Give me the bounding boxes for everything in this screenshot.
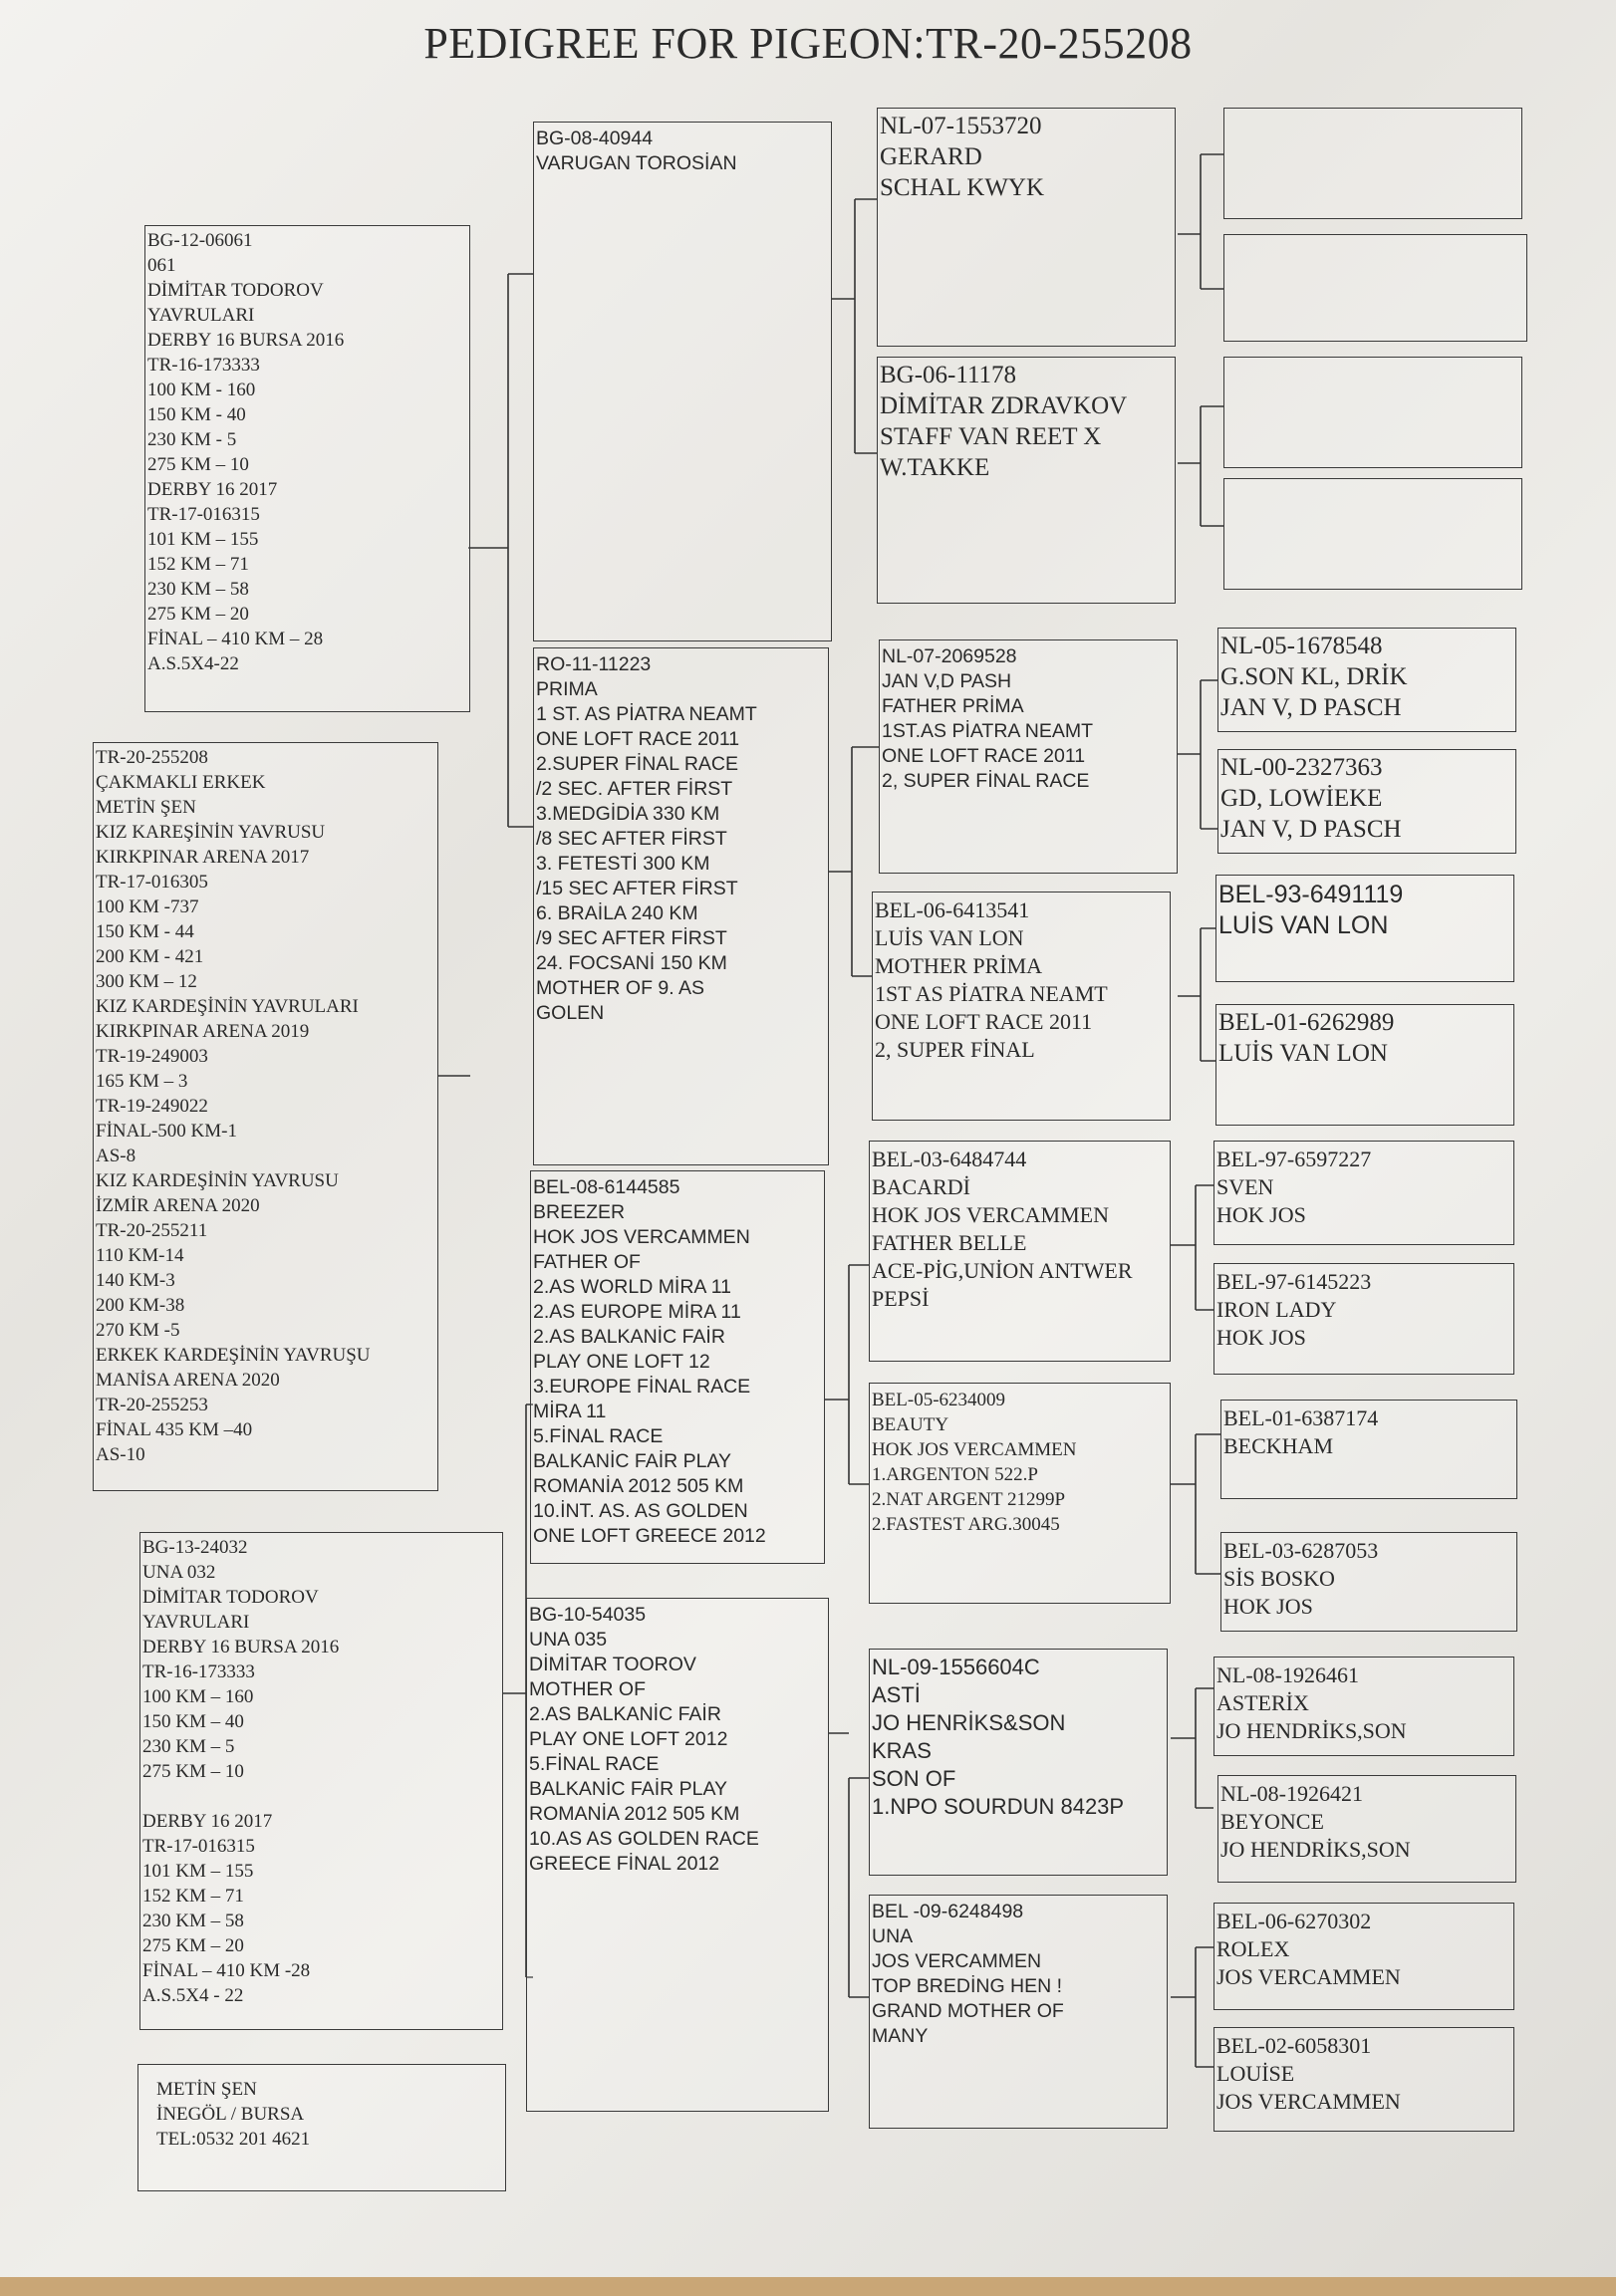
dds-sire-box <box>1213 1657 1514 1756</box>
dam-box <box>139 1532 503 2030</box>
dam-line: 275 KM – 20 <box>142 1935 244 1956</box>
sd-sire-line: NL-07-2069528 <box>882 645 1017 667</box>
ds-dam-line: 2.NAT ARGENT 21299P <box>872 1489 1066 1510</box>
dam-line: DERBY 16 2017 <box>142 1811 273 1832</box>
dss-sire-line: SVEN <box>1216 1174 1274 1199</box>
dam-dam-line: 2.AS BALKANİC FAİR <box>529 1703 721 1725</box>
ddd-sire-line: ROLEX <box>1216 1936 1290 1961</box>
ds-sire-line: ACE-PİG,UNİON ANTWER <box>872 1258 1133 1283</box>
sd-dam-box <box>872 892 1171 1121</box>
subject-line: KIRKPINAR ARENA 2019 <box>96 1021 310 1042</box>
sdd-sire-line: LUİS VAN LON <box>1218 911 1389 939</box>
sd-sire-line: 2, SUPER FİNAL RACE <box>882 770 1090 792</box>
dam-line: 275 KM – 10 <box>142 1761 244 1782</box>
sd-sire-line: FATHER PRİMA <box>882 695 1024 717</box>
subject-line: TR-20-255211 <box>96 1220 208 1241</box>
ddd-dam-line: JOS VERCAMMEN <box>1216 2089 1401 2114</box>
ds-dam-box <box>869 1383 1171 1604</box>
sire-line: TR-17-016315 <box>147 504 260 525</box>
breeder-line: İNEGÖL / BURSA <box>156 2104 305 2125</box>
dd-dam-line: JOS VERCAMMEN <box>872 1950 1042 1972</box>
sire-dam-line: /15 SEC AFTER FİRST <box>536 878 738 899</box>
dsd-sire-line: BEL-01-6387174 <box>1223 1405 1379 1430</box>
dam-dam-line: MOTHER OF <box>529 1678 646 1700</box>
ddd-dam-line: BEL-02-6058301 <box>1216 2033 1372 2058</box>
ddd-sire-line: BEL-06-6270302 <box>1216 1909 1372 1933</box>
subject-line: TR-20-255208 <box>96 747 208 768</box>
subject-line: 270 KM -5 <box>96 1320 180 1341</box>
subject-line: 100 KM -737 <box>96 896 199 917</box>
dd-sire-line: ASTİ <box>872 1682 921 1707</box>
dss-sire-box <box>1213 1141 1514 1245</box>
ss-dam-line: STAFF VAN REET X <box>880 423 1102 450</box>
sire-line: DERBY 16 2017 <box>147 479 278 500</box>
dss-dam-line: HOK JOS <box>1216 1325 1306 1350</box>
dds-sire-line: JO HENDRİKS,SON <box>1216 1718 1407 1743</box>
subject-line: AS-10 <box>96 1444 145 1465</box>
dam-dam-line: 10.AS AS GOLDEN RACE <box>529 1828 759 1850</box>
sire-line: 101 KM – 155 <box>147 529 259 550</box>
subject-line: İZMİR ARENA 2020 <box>96 1195 260 1216</box>
sd-sire-line: JAN V,D PASH <box>882 670 1012 692</box>
dam-sire-line: 3.EUROPE FİNAL RACE <box>533 1376 751 1398</box>
subject-line: MANİSA ARENA 2020 <box>96 1370 280 1391</box>
dam-sire-line: 2.AS BALKANİC FAİR <box>533 1326 725 1348</box>
ds-dam-line: BEAUTY <box>872 1414 949 1435</box>
dd-sire-line: JO HENRİKS&SON <box>872 1710 1066 1735</box>
sd-dam-line: 2, SUPER FİNAL <box>875 1037 1035 1062</box>
dam-line: 152 KM – 71 <box>142 1886 244 1907</box>
subject-line: 200 KM-38 <box>96 1295 185 1316</box>
sd-sire-line: 1ST.AS PİATRA NEAMT <box>882 720 1094 742</box>
sd-dam-line: BEL-06-6413541 <box>875 897 1030 922</box>
dsd-sire-line: BECKHAM <box>1223 1433 1334 1458</box>
sire-line: DİMİTAR TODOROV <box>147 280 324 301</box>
dam-line: YAVRULARI <box>142 1612 250 1633</box>
dd-sire-line: SON OF <box>872 1766 956 1791</box>
dds-dam-line: BEYONCE <box>1220 1809 1324 1834</box>
sire-line: 150 KM - 40 <box>147 404 246 425</box>
subject-line: 200 KM - 421 <box>96 946 204 967</box>
sss-sire-empty-box <box>1223 108 1522 219</box>
dam-line: TR-17-016315 <box>142 1836 255 1857</box>
sire-dam-line: 2.SUPER FİNAL RACE <box>536 753 738 775</box>
sire-dam-line: 3. FETESTİ 300 KM <box>536 853 710 875</box>
dsd-dam-line: HOK JOS <box>1223 1594 1313 1619</box>
dam-line: A.S.5X4 - 22 <box>142 1985 244 2006</box>
sire-dam-line: MOTHER OF 9. AS <box>536 977 705 999</box>
dd-dam-line: MANY <box>872 2025 929 2047</box>
sire-dam-line: 3.MEDGİDİA 330 KM <box>536 803 720 825</box>
dd-dam-line: TOP BREDİNG HEN ! <box>872 1975 1063 1997</box>
sds-dam-line: NL-00-2327363 <box>1220 754 1383 781</box>
dam-dam-line: BALKANİC FAİR PLAY <box>529 1778 728 1800</box>
dds-sire-line: ASTERİX <box>1216 1690 1309 1715</box>
subject-pigeon-box <box>93 742 438 1491</box>
ss-sire-line: GERARD <box>880 143 982 170</box>
subject-line: TR-20-255253 <box>96 1395 208 1415</box>
sds-dam-box <box>1217 749 1516 854</box>
sd-dam-line: MOTHER PRİMA <box>875 953 1043 978</box>
dam-line: 101 KM – 155 <box>142 1861 254 1882</box>
ds-sire-line: PEPSİ <box>872 1286 930 1311</box>
dss-dam-line: BEL-97-6145223 <box>1216 1269 1372 1294</box>
sire-line: A.S.5X4-22 <box>147 653 239 674</box>
dam-sire-line: 2.AS EUROPE MİRA 11 <box>533 1301 741 1323</box>
ds-sire-line: BEL-03-6484744 <box>872 1147 1027 1171</box>
subject-line: 300 KM – 12 <box>96 971 197 992</box>
sss-dam-empty-box <box>1223 234 1527 342</box>
ss-dam-line: DİMİTAR ZDRAVKOV <box>880 392 1128 419</box>
subject-line: KIZ KARDEŞİNİN YAVRUSU <box>96 1170 339 1191</box>
subject-line: TR-19-249003 <box>96 1046 208 1067</box>
dam-line: TR-16-173333 <box>142 1661 255 1682</box>
dam-sire-box <box>530 1170 825 1564</box>
ss-dam-line: W.TAKKE <box>880 454 990 481</box>
subject-line: TR-17-016305 <box>96 872 208 893</box>
sire-line: TR-16-173333 <box>147 355 260 376</box>
ds-sire-line: HOK JOS VERCAMMEN <box>872 1202 1109 1227</box>
dd-dam-box <box>869 1895 1168 2129</box>
dss-dam-line: IRON LADY <box>1216 1297 1337 1322</box>
ss-sire-box <box>877 108 1176 347</box>
dam-sire-line: PLAY ONE LOFT 12 <box>533 1351 710 1373</box>
ds-dam-line: BEL-05-6234009 <box>872 1390 1006 1410</box>
ddd-sire-box <box>1213 1903 1514 2010</box>
dam-sire-line: FATHER OF <box>533 1251 641 1273</box>
sire-line: 275 KM – 10 <box>147 454 249 475</box>
sire-dam-line: /9 SEC AFTER FİRST <box>536 927 727 949</box>
subject-line: FİNAL-500 KM-1 <box>96 1121 237 1142</box>
dam-line: 230 KM – 5 <box>142 1736 235 1757</box>
sds-sire-line: NL-05-1678548 <box>1220 633 1383 659</box>
breeder-contact-box <box>137 2064 506 2191</box>
sire-line: BG-12-06061 <box>147 230 253 251</box>
sire-sire-box <box>533 122 832 641</box>
dd-dam-line: BEL -09-6248498 <box>872 1901 1024 1922</box>
dam-dam-box <box>526 1598 829 2112</box>
dam-dam-line: 5.FİNAL RACE <box>529 1753 660 1775</box>
dds-dam-box <box>1217 1775 1516 1883</box>
dam-sire-line: 10.İNT. AS. AS GOLDEN <box>533 1500 748 1522</box>
ssd-dam-empty-box <box>1223 478 1522 590</box>
dam-dam-line: PLAY ONE LOFT 2012 <box>529 1728 728 1750</box>
subject-line: KIRKPINAR ARENA 2017 <box>96 847 310 868</box>
subject-line: AS-8 <box>96 1146 136 1166</box>
subject-line: KIZ KARDEŞİNİN YAVRULARI <box>96 996 359 1017</box>
ddd-dam-line: LOUİSE <box>1216 2061 1295 2086</box>
subject-line: 140 KM-3 <box>96 1270 175 1291</box>
ssd-sire-empty-box <box>1223 357 1522 468</box>
sire-dam-line: PRIMA <box>536 678 598 700</box>
sire-line: 275 KM – 20 <box>147 604 249 625</box>
ds-sire-line: FATHER BELLE <box>872 1230 1027 1255</box>
dam-line: 100 KM – 160 <box>142 1686 254 1707</box>
dam-sire-line: 2.AS WORLD MİRA 11 <box>533 1276 732 1298</box>
sds-sire-box <box>1217 628 1516 732</box>
dss-sire-line: HOK JOS <box>1216 1202 1306 1227</box>
dd-sire-line: NL-09-1556604C <box>872 1655 1040 1679</box>
subject-line: 150 KM - 44 <box>96 921 194 942</box>
dd-sire-line: KRAS <box>872 1738 932 1763</box>
sdd-sire-box <box>1215 875 1514 982</box>
dam-line: DİMİTAR TODOROV <box>142 1587 319 1608</box>
ss-dam-line: BG-06-11178 <box>880 362 1017 388</box>
dds-dam-line: NL-08-1926421 <box>1220 1781 1363 1806</box>
ds-dam-line: 1.ARGENTON 522.P <box>872 1464 1038 1485</box>
sire-dam-line: /8 SEC AFTER FİRST <box>536 828 727 850</box>
sd-dam-line: ONE LOFT RACE 2011 <box>875 1009 1093 1034</box>
subject-line: TR-19-249022 <box>96 1096 208 1117</box>
sdd-dam-box <box>1215 1004 1514 1126</box>
sd-dam-line: 1ST AS PİATRA NEAMT <box>875 981 1108 1006</box>
sire-line: FİNAL – 410 KM – 28 <box>147 629 324 649</box>
sire-dam-line: GOLEN <box>536 1002 605 1024</box>
dsd-dam-line: BEL-03-6287053 <box>1223 1538 1379 1563</box>
ss-dam-box <box>877 357 1176 604</box>
sd-sire-box <box>879 639 1178 874</box>
sire-dam-line: 6. BRAİLA 240 KM <box>536 902 698 924</box>
ss-sire-line: NL-07-1553720 <box>880 113 1042 139</box>
dam-sire-line: ROMANİA 2012 505 KM <box>533 1475 744 1497</box>
subject-line: METİN ŞEN <box>96 797 196 818</box>
sire-line: 061 <box>147 255 176 276</box>
sire-line: YAVRULARI <box>147 305 255 326</box>
ss-sire-line: SCHAL KWYK <box>880 174 1045 201</box>
dds-sire-line: NL-08-1926461 <box>1216 1662 1359 1687</box>
ds-dam-line: HOK JOS VERCAMMEN <box>872 1439 1077 1460</box>
dsd-dam-line: SİS BOSKO <box>1223 1566 1335 1591</box>
sire-dam-line: RO-11-11223 <box>536 653 652 675</box>
dam-sire-line: HOK JOS VERCAMMEN <box>533 1226 750 1248</box>
sdd-dam-line: LUİS VAN LON <box>1218 1040 1388 1067</box>
sire-sire-line: VARUGAN TOROSİAN <box>536 152 737 174</box>
dss-dam-box <box>1213 1263 1514 1375</box>
ds-sire-box <box>869 1141 1171 1362</box>
dam-sire-line: BALKANİC FAİR PLAY <box>533 1450 732 1472</box>
sds-sire-line: JAN V, D PASCH <box>1220 694 1402 721</box>
sdd-dam-line: BEL-01-6262989 <box>1218 1009 1395 1036</box>
dam-dam-line: GREECE FİNAL 2012 <box>529 1853 720 1875</box>
breeder-line: METİN ŞEN <box>156 2079 257 2100</box>
sire-line: 230 KM – 58 <box>147 579 249 600</box>
sire-dam-line: 1 ST. AS PİATRA NEAMT <box>536 703 757 725</box>
subject-line: ERKEK KARDEŞİNİN YAVRUŞU <box>96 1345 371 1366</box>
dam-dam-line: BG-10-54035 <box>529 1604 647 1626</box>
dam-dam-line: DİMİTAR TOOROV <box>529 1654 696 1675</box>
table-edge-band <box>0 2277 1616 2296</box>
dss-sire-line: BEL-97-6597227 <box>1216 1147 1372 1171</box>
subject-line: 110 KM-14 <box>96 1245 184 1266</box>
dsd-dam-box <box>1220 1532 1517 1632</box>
sire-dam-line: 24. FOCSANİ 150 KM <box>536 952 727 974</box>
dd-sire-box <box>869 1649 1168 1876</box>
sire-line: DERBY 16 BURSA 2016 <box>147 330 345 351</box>
dd-dam-line: UNA <box>872 1925 914 1947</box>
dam-line: BG-13-24032 <box>142 1537 248 1558</box>
dam-sire-line: ONE LOFT GREECE 2012 <box>533 1525 766 1547</box>
dam-sire-line: 5.FİNAL RACE <box>533 1425 664 1447</box>
subject-line: ÇAKMAKLI ERKEK <box>96 772 266 793</box>
breeder-line: TEL:0532 201 4621 <box>156 2129 311 2150</box>
sire-box <box>144 225 470 712</box>
sd-sire-line: ONE LOFT RACE 2011 <box>882 745 1086 767</box>
dam-sire-line: MİRA 11 <box>533 1401 607 1422</box>
sds-sire-line: G.SON KL, DRİK <box>1220 663 1408 690</box>
dds-dam-line: JO HENDRİKS,SON <box>1220 1837 1411 1862</box>
sdd-sire-line: BEL-93-6491119 <box>1218 881 1404 908</box>
dam-line: UNA 032 <box>142 1562 216 1583</box>
dsd-sire-box <box>1220 1400 1517 1499</box>
dam-line <box>142 1784 502 1809</box>
dam-dam-line: ROMANİA 2012 505 KM <box>529 1803 740 1825</box>
dam-line: FİNAL – 410 KM -28 <box>142 1960 311 1981</box>
sire-line: 152 KM – 71 <box>147 554 249 575</box>
dam-sire-line: BREEZER <box>533 1201 626 1223</box>
ddd-sire-line: JOS VERCAMMEN <box>1216 1964 1401 1989</box>
subject-line: KIZ KAREŞİNİN YAVRUSU <box>96 822 326 843</box>
sire-dam-line: ONE LOFT RACE 2011 <box>536 728 740 750</box>
sds-dam-line: JAN V, D PASCH <box>1220 816 1402 843</box>
dd-sire-line: 1.NPO SOURDUN 8423P <box>872 1794 1125 1819</box>
subject-line: FİNAL 435 KM –40 <box>96 1419 253 1440</box>
dam-sire-line: BEL-08-6144585 <box>533 1176 680 1198</box>
ds-dam-line: 2.FASTEST ARG.30045 <box>872 1514 1060 1535</box>
sire-line: 230 KM - 5 <box>147 429 237 450</box>
dam-line: 150 KM – 40 <box>142 1711 244 1732</box>
ddd-dam-box <box>1213 2027 1514 2132</box>
subject-line: 165 KM – 3 <box>96 1071 188 1092</box>
dd-dam-line: GRAND MOTHER OF <box>872 2000 1064 2022</box>
page-title: PEDIGREE FOR PIGEON:TR-20-255208 <box>423 19 1193 68</box>
sire-dam-box <box>533 647 829 1165</box>
dam-dam-line: UNA 035 <box>529 1629 608 1651</box>
dam-line: DERBY 16 BURSA 2016 <box>142 1637 340 1658</box>
sd-dam-line: LUİS VAN LON <box>875 925 1024 950</box>
dam-line: 230 KM – 58 <box>142 1911 244 1931</box>
sire-dam-line: /2 SEC. AFTER FİRST <box>536 778 733 800</box>
sire-sire-line: BG-08-40944 <box>536 128 654 149</box>
sds-dam-line: GD, LOWİEKE <box>1220 785 1383 812</box>
ds-sire-line: BACARDİ <box>872 1174 971 1199</box>
sire-line: 100 KM - 160 <box>147 380 256 400</box>
